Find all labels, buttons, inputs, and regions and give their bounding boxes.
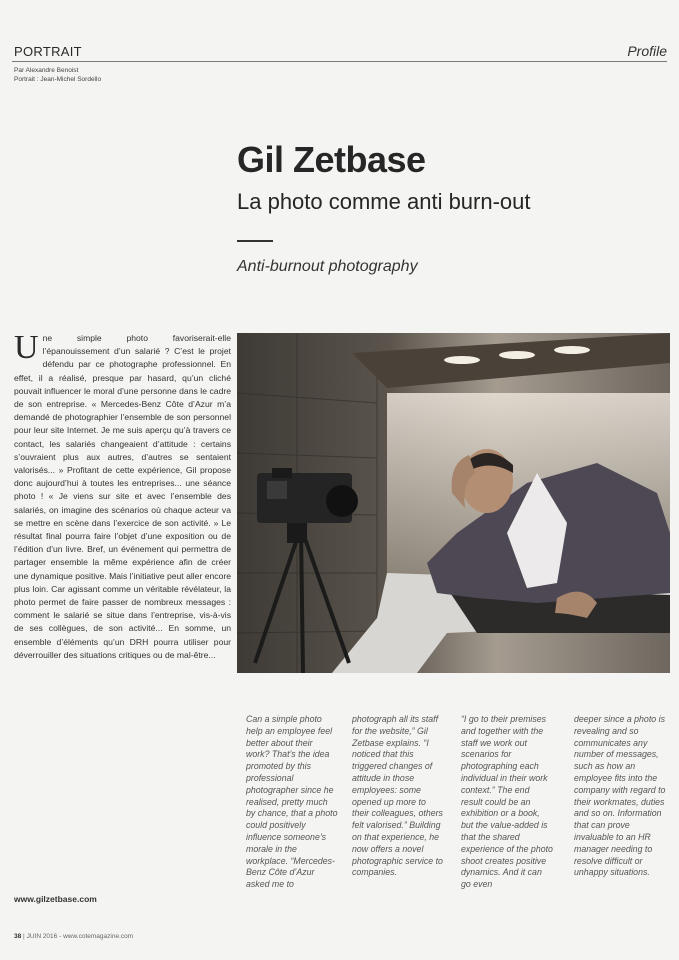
photo-credit: Portrait : Jean-Michel Sordello [14,76,102,83]
article-body-fr [14,329,231,662]
article-column-en-2: photograph all its staff for the website,” Gil Zetbase explains. “I noticed that this triggered changes of attitude in those employees: some opened up more to their colleagues, others felt valorised.” Building on that experience, he now offers a novel photographic service to companies. [352,714,443,878]
issue-date: JUIN 2016 [26,933,58,940]
header-divider [12,61,667,62]
website-link[interactable]: www.gilzetbase.com [14,894,97,904]
footer-separator: | [23,933,25,940]
credits [14,66,101,84]
title-divider [237,240,273,242]
drop-cap: U [14,329,39,366]
page-number: 38 [14,933,22,940]
magazine-site: - www.cotemagazine.com [59,933,134,940]
section-label: PORTRAIT [14,44,82,59]
article-subtitle-en: Anti-burnout photography [237,258,418,275]
article-column-en-4: deeper since a photo is revealing and so communicates any number of messages, such as how an employee fits into the company with regard to their workmates, duties and so on. Information that can prove invaluable to an HR manager needing to resolve difficult or unhappy situations. [574,714,666,878]
section-label-en: Profile [627,43,667,59]
article-column-en-3: “I go to their premises and together with the staff we work out scenarios for photographing each individual in their work context.” The end result could be an exhibition or a book, but the value-added is that the shared experience of the photo shoot creates positive dynamics. And it can go even [461,714,553,890]
article-title: Gil Zetbase [237,139,426,180]
portrait-photo [237,333,670,673]
article-column-en-1: Can a simple photo help an employee feel better about their work? That’s the idea promoted by this professional photographer since he realised, pretty much by chance, that a photo could positively influence someone’s morale in the workplace. “Mercedes-Benz Côte d’Azur asked me to [246,714,338,890]
article-subtitle: La photo comme anti burn-out [237,189,531,214]
author-credit: Par Alexandre Benoist [14,67,79,74]
page-footer [14,933,133,940]
article-body-text: ne simple photo favoriserait-elle l’épanouissement d’un salarié ? C’est le projet défendu par ce photographe professionnel. En effet, il a réalisé, presque par hasard, qu’un cliché pouvait influencer le moral d’une personne dans le cadre de son entreprise. « Mercedes-Benz Côte d’Azur m’a demandé de photographier l’ensemble de son personnel pour leur site Internet. Je me suis aperçu qu’à travers ce contact, les salariés changeaient d’attitude : certains s’ouvraient plus aux autres, d’autres se sentaient valorisés... » Profitant de cette expérience, Gil propose donc aujourd’hui à toutes les entreprises... une séance photo ! « Je viens sur site et avec l’ensemble des salariés, on imagine des scénarios où chaque acteur va se mettre en scène dans l’exercice de son activité. » Le résultat final pourra faire l’objet d’une exposition ou de l’édition d’un livre. Bref, un événement qui permettra de partager ensemble la même expérience afin de créer une dynamique positive. Mais l’initiative peut aller encore plus loin. Car agissant comme un véritable révélateur, la photo permet de faire passer de nombreux messages : comment le salarié se situe dans l’entreprise, vis-à-vis de ses collègues, de son activité... En somme, un ensemble d’éléments qu’un DRH pourra utiliser pour déverrouiller des situations critiques ou de mal-être... [14,333,231,660]
